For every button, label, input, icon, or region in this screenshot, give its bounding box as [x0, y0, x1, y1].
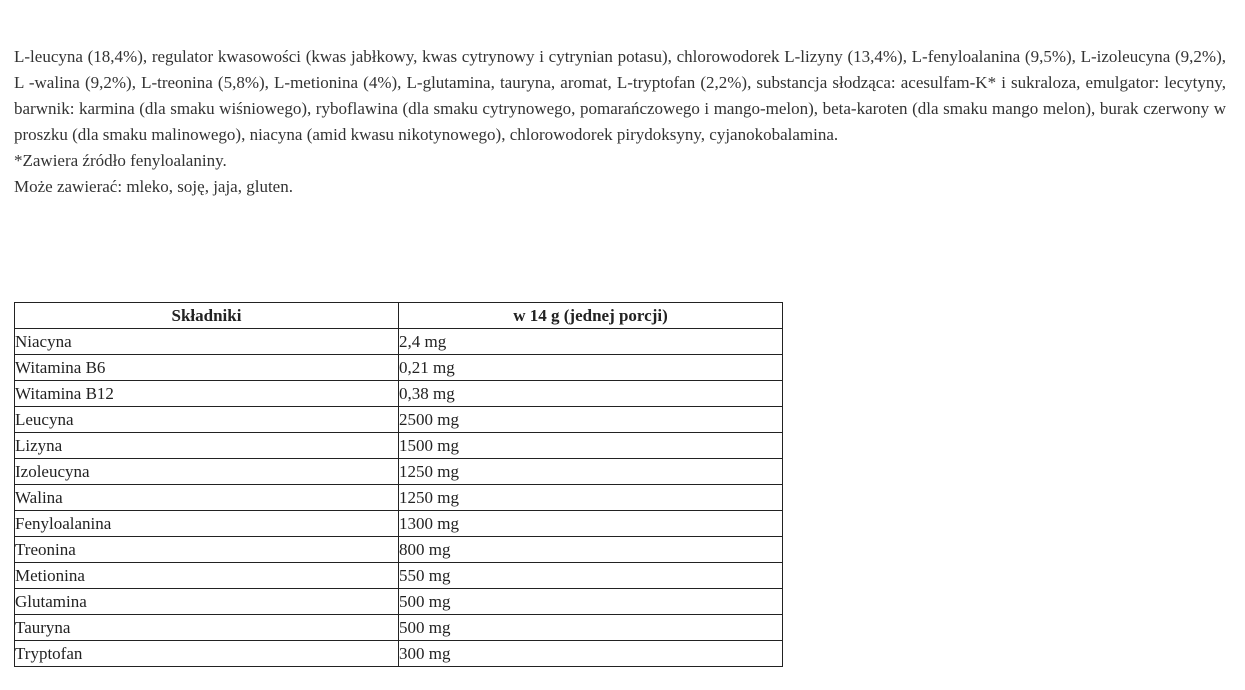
ingredient-amount: 1500 mg — [399, 433, 783, 459]
ingredient-amount: 800 mg — [399, 537, 783, 563]
phenylalanine-note: *Zawiera źródło fenyloalaniny. — [14, 151, 227, 170]
product-description — [14, 44, 1226, 200]
ingredient-name: Tauryna — [15, 615, 399, 641]
table-row — [15, 615, 783, 641]
table-row — [15, 381, 783, 407]
ingredient-name: Izoleucyna — [15, 459, 399, 485]
ingredient-amount: 500 mg — [399, 589, 783, 615]
ingredient-amount: 500 mg — [399, 615, 783, 641]
table-row — [15, 641, 783, 667]
ingredient-amount: 1250 mg — [399, 485, 783, 511]
table-row — [15, 537, 783, 563]
ingredient-name: Walina — [15, 485, 399, 511]
ingredient-name: Glutamina — [15, 589, 399, 615]
ingredient-amount: 300 mg — [399, 641, 783, 667]
table-row — [15, 407, 783, 433]
ingredient-name: Witamina B6 — [15, 355, 399, 381]
ingredient-name: Metionina — [15, 563, 399, 589]
header-per-serving: w 14 g (jednej porcji) — [399, 303, 783, 329]
table-row — [15, 589, 783, 615]
nutrition-table — [14, 302, 783, 667]
ingredients-paragraph: L-leucyna (18,4%), regulator kwasowości (kwas jabłkowy, kwas cytrynowy i cytrynian potasu), chlorowodorek L-lizyny (13,4%), L-fenyloalanina (9,5%), L-izoleucyna (9,2%), L -walina (9,2%), L-treonina (5,8%), L-metionina (4%), L-glutamina, tauryna, aromat, L-tryptofan (2,2%), substancja słodząca: acesulfam-K* i sukraloza, emulgator: lecytyny, barwnik: karmina (dla smaku wiśniowego), ryboflawina (dla smaku cytrynowego, pomarańczowego i mango-melon), beta-karoten (dla smaku mango melon), burak czerwony w proszku (dla smaku malinowego), niacyna (amid kwasu nikotynowego), chlorowodorek pirydoksyny, cyjanokobalamina. — [14, 47, 1226, 144]
allergen-note: Może zawierać: mleko, soję, jaja, gluten. — [14, 177, 293, 196]
table-header-row — [15, 303, 783, 329]
ingredient-name: Witamina B12 — [15, 381, 399, 407]
ingredient-amount: 550 mg — [399, 563, 783, 589]
ingredient-name: Niacyna — [15, 329, 399, 355]
table-row — [15, 355, 783, 381]
ingredient-name: Lizyna — [15, 433, 399, 459]
table-row — [15, 433, 783, 459]
ingredient-amount: 0,21 mg — [399, 355, 783, 381]
ingredient-name: Fenyloalanina — [15, 511, 399, 537]
table-row — [15, 563, 783, 589]
table-row — [15, 459, 783, 485]
ingredient-amount: 2,4 mg — [399, 329, 783, 355]
ingredient-name: Leucyna — [15, 407, 399, 433]
header-ingredients: Składniki — [15, 303, 399, 329]
ingredient-name: Tryptofan — [15, 641, 399, 667]
ingredient-amount: 1300 mg — [399, 511, 783, 537]
ingredient-name: Treonina — [15, 537, 399, 563]
ingredient-amount: 1250 mg — [399, 459, 783, 485]
ingredient-amount: 0,38 mg — [399, 381, 783, 407]
table-row — [15, 485, 783, 511]
table-row — [15, 329, 783, 355]
table-row — [15, 511, 783, 537]
ingredient-amount: 2500 mg — [399, 407, 783, 433]
